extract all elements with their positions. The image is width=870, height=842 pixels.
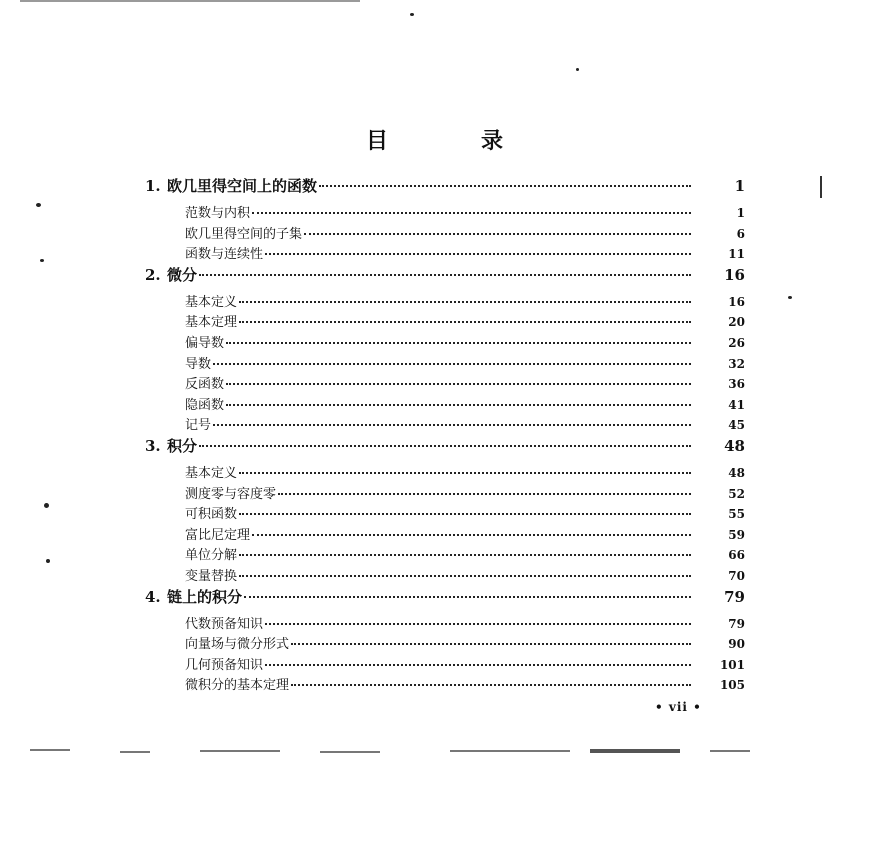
section-title: 测度零与容度零 [185, 486, 277, 502]
dot-leader [239, 472, 691, 474]
dot-leader [265, 623, 691, 625]
section-page-number: 20 [728, 315, 745, 330]
table-of-contents [145, 175, 745, 695]
toc-section-row [145, 524, 745, 545]
dot-leader [199, 274, 691, 276]
toc-chapter-row [145, 175, 745, 202]
dot-leader [319, 185, 691, 187]
section-page-number: 11 [728, 247, 745, 262]
section-title: 欧几里得空间的子集 [185, 226, 303, 242]
section-page-number: 101 [719, 657, 745, 672]
dot-leader [265, 664, 691, 666]
toc-section-row [145, 462, 745, 483]
section-page-number: 45 [728, 418, 745, 433]
toc-section-row [145, 503, 745, 524]
dot-leader [244, 596, 691, 598]
toc-section-row [145, 291, 745, 312]
dot-leader [213, 424, 691, 426]
dot-leader [213, 363, 691, 365]
scan-speck [410, 13, 414, 16]
toc-chapter-row [145, 264, 745, 291]
section-page-number: 36 [728, 377, 745, 392]
chapter-number: 3. [145, 436, 161, 455]
toc-section-row [145, 654, 745, 675]
section-page-number: 48 [728, 465, 745, 480]
chapter-number: 2. [145, 265, 161, 284]
section-page-number: 59 [728, 527, 745, 542]
scan-bar-mark [820, 176, 822, 198]
scan-speck [40, 259, 44, 262]
page-number-footer: • vii • [655, 700, 702, 714]
section-title: 基本定理 [185, 315, 238, 331]
scan-speck [788, 296, 792, 299]
dot-leader [239, 513, 691, 515]
section-page-number: 32 [728, 356, 745, 371]
dot-leader [304, 233, 691, 235]
toc-section-row [145, 353, 745, 374]
dot-leader [226, 383, 691, 385]
section-title: 代数预备知识 [185, 616, 264, 632]
dot-leader [226, 404, 691, 406]
toc-section-row [145, 202, 745, 223]
dot-leader [226, 342, 691, 344]
scan-speck [576, 68, 579, 71]
page-title [0, 124, 870, 155]
section-page-number: 1 [736, 206, 745, 220]
dot-leader [291, 684, 691, 686]
title-char-right: 录 [481, 128, 505, 154]
toc-section-row [145, 223, 745, 244]
section-title: 变量替换 [185, 568, 238, 584]
dot-leader [278, 493, 691, 495]
scan-speck [44, 503, 49, 508]
toc-chapter-row [145, 435, 745, 462]
dot-leader [265, 253, 691, 255]
section-title: 基本定义 [185, 465, 238, 481]
scan-bottom-smudge [30, 745, 760, 755]
dot-leader [239, 301, 691, 303]
section-title: 隐函数 [185, 397, 225, 413]
chapter-page-number: 48 [724, 436, 745, 455]
scan-edge-line [20, 0, 360, 2]
dot-leader [239, 554, 691, 556]
toc-section-row [145, 332, 745, 353]
section-page-number: 105 [719, 678, 745, 693]
toc-section-row [145, 394, 745, 415]
toc-section-row [145, 633, 745, 654]
section-title: 函数与连续性 [185, 247, 264, 263]
toc-section-row [145, 544, 745, 565]
chapter-page-number: 79 [724, 587, 745, 606]
toc-section-row [145, 613, 745, 634]
chapter-page-number: 16 [724, 265, 745, 284]
section-page-number: 70 [728, 568, 745, 583]
section-page-number: 79 [728, 616, 745, 631]
section-title: 记号 [185, 418, 212, 434]
toc-section-row [145, 243, 745, 264]
section-title: 富比尼定理 [185, 527, 251, 543]
section-title: 范数与内积 [185, 206, 251, 221]
section-title: 微积分的基本定理 [185, 678, 290, 694]
scan-speck [46, 559, 50, 563]
dot-leader [252, 212, 691, 214]
section-title: 导数 [185, 356, 212, 372]
chapter-number: 4. [145, 587, 161, 606]
dot-leader [239, 321, 691, 323]
chapter-page-number: 1 [734, 177, 745, 195]
section-page-number: 6 [736, 226, 745, 241]
toc-section-row [145, 483, 745, 504]
section-title: 偏导数 [185, 335, 225, 351]
section-page-number: 26 [728, 335, 745, 350]
title-char-left: 目 [365, 128, 389, 154]
chapter-title: 积分 [167, 436, 198, 455]
section-title: 反函数 [185, 377, 225, 393]
toc-section-row [145, 311, 745, 332]
chapter-number: 1. [145, 177, 161, 195]
section-page-number: 41 [728, 397, 745, 412]
section-title: 可积函数 [185, 507, 238, 523]
toc-section-row [145, 565, 745, 586]
section-page-number: 16 [728, 294, 745, 309]
toc-section-row [145, 414, 745, 435]
dot-leader [199, 445, 691, 447]
section-page-number: 55 [728, 507, 745, 522]
toc-section-row [145, 373, 745, 394]
section-title: 单位分解 [185, 548, 238, 564]
dot-leader [252, 534, 691, 536]
toc-section-row [145, 674, 745, 695]
dot-leader [239, 575, 691, 577]
chapter-title: 微分 [167, 265, 198, 284]
section-title: 向量场与微分形式 [185, 637, 290, 653]
chapter-title: 链上的积分 [167, 587, 243, 606]
section-page-number: 52 [728, 486, 745, 501]
toc-chapter-row [145, 586, 745, 613]
chapter-title: 欧几里得空间上的函数 [167, 177, 318, 195]
section-title: 几何预备知识 [185, 657, 264, 673]
section-page-number: 66 [728, 548, 745, 563]
section-page-number: 90 [728, 637, 745, 652]
dot-leader [291, 643, 691, 645]
scan-speck [36, 203, 41, 207]
section-title: 基本定义 [185, 294, 238, 310]
